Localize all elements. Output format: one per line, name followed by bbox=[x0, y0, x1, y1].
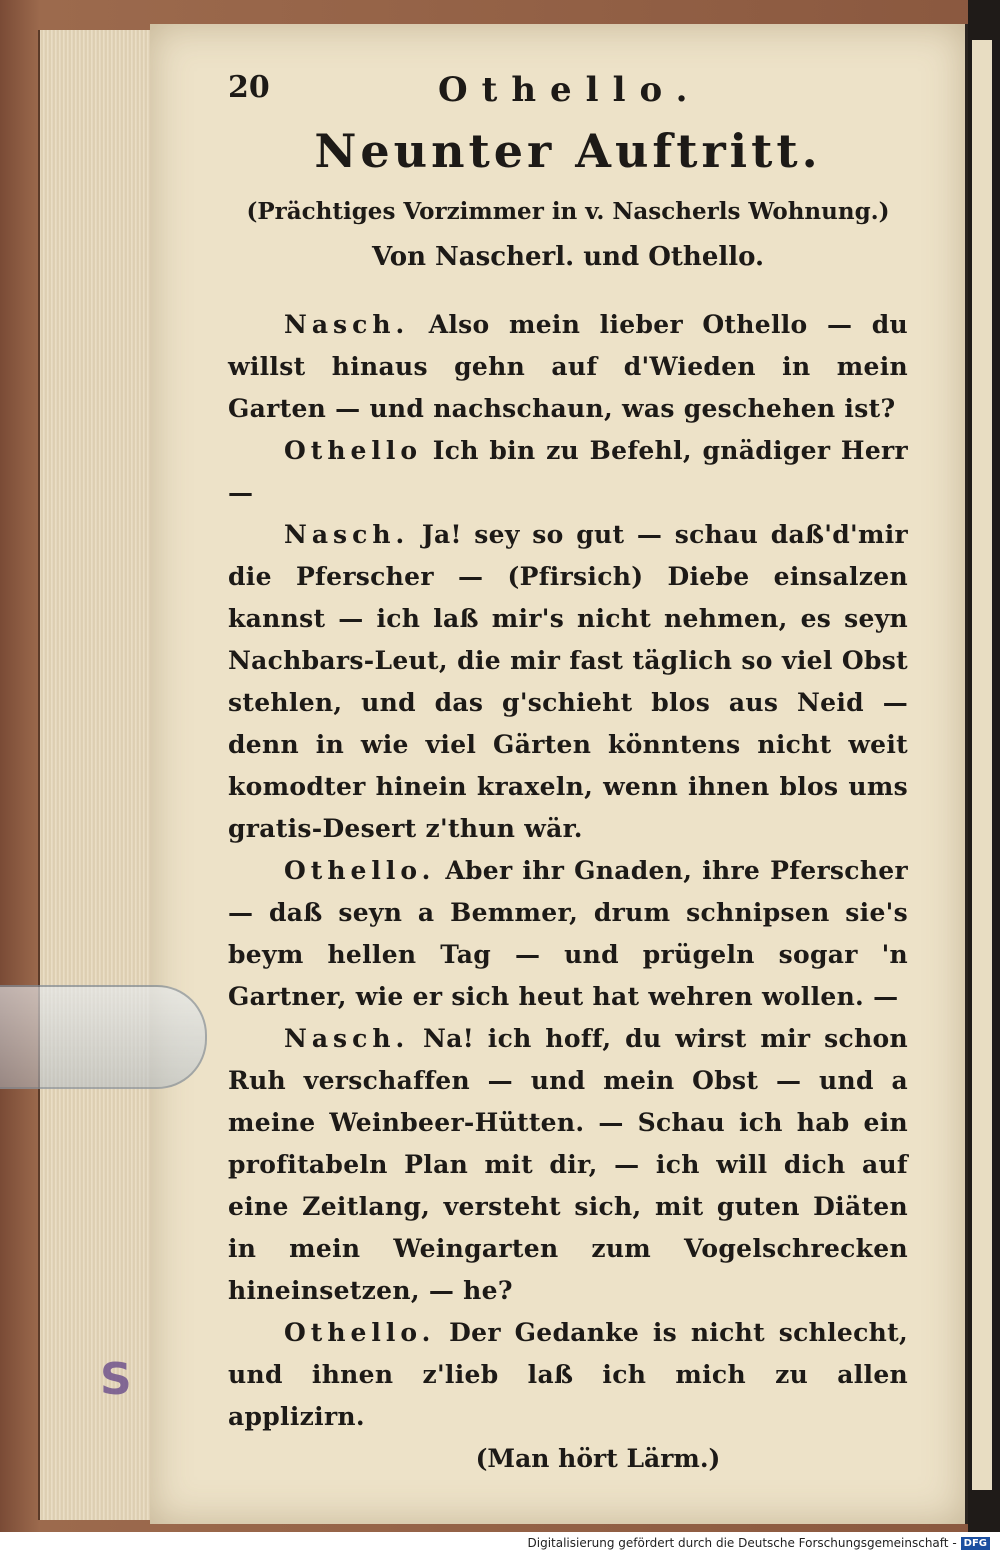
stage-direction: (Man hört Lärm.) bbox=[475, 1444, 721, 1473]
dialogue-text: Aber ihr Gnaden, ihre Pferscher — daß seyn a Bemmer, drum schnipsen sie's beym hellen Tag — und prügeln sogar 'n Gartner, wie er sich heut hat wehren wollen. — bbox=[228, 856, 908, 1011]
speaker-name: Othello. bbox=[284, 1318, 436, 1347]
page-number: 20 bbox=[228, 70, 270, 105]
library-stamp: S bbox=[100, 1354, 132, 1405]
dialogue-paragraph bbox=[228, 1018, 908, 1312]
dialogue-paragraph bbox=[228, 1312, 908, 1438]
book-page-edges bbox=[38, 30, 160, 1520]
speaker-name: Othello bbox=[284, 436, 423, 465]
footer-bar bbox=[0, 1532, 1000, 1554]
dialogue-paragraph bbox=[228, 514, 908, 850]
speaker-name: Nasch. bbox=[284, 520, 410, 549]
dialogue-text: Ich bin zu Befehl, gnädiger Herr — bbox=[228, 436, 908, 507]
page-text bbox=[228, 70, 908, 1480]
dialogue-text: Also mein lieber Othello — du willst hinaus gehn auf d'Wieden in mein Garten — und nachschaun, was geschehen ist? bbox=[228, 310, 908, 423]
running-title: Othello. bbox=[438, 70, 702, 110]
speaker-name: Othello. bbox=[284, 856, 436, 885]
dialogue-paragraph bbox=[228, 304, 908, 430]
characters-line: Von Nascherl. und Othello. bbox=[371, 242, 765, 272]
stage-setting: (Prächtiges Vorzimmer in v. Nascherls Wohnung.) bbox=[246, 198, 890, 225]
dialogue-paragraph bbox=[228, 430, 908, 514]
footer-credit: Digitalisierung gefördert durch die Deutsche Forschungsgemeinschaft - bbox=[527, 1536, 957, 1550]
dialogue-text: Der Gedanke is nicht schlecht, und ihnen z'lieb laß ich mich zu allen applizirn. bbox=[228, 1318, 908, 1431]
dialogue-paragraph bbox=[228, 850, 908, 1018]
scene-title: Neunter Auftritt. bbox=[314, 124, 822, 178]
page-header bbox=[228, 70, 908, 124]
dialogue-text: Na! ich hoff, du wirst mir schon Ruh verschaffen — und mein Obst — und a meine Weinbeer-Hütten. — Schau ich hab ein profitabeln Plan mit dir, — ich will dich auf eine Zeitlang, versteht sich, mit guten Diäten in mein Weingarten zum Vogelschrecken hineinsetzen, — he? bbox=[228, 1024, 908, 1305]
dfg-logo-icon: DFG bbox=[961, 1537, 990, 1550]
speaker-name: Nasch. bbox=[284, 310, 410, 339]
page-holder-clip bbox=[0, 985, 207, 1089]
next-page-edge bbox=[972, 40, 992, 1490]
speaker-name: Nasch. bbox=[284, 1024, 410, 1053]
dialogue-text: Ja! sey so gut — schau daß'd'mir die Pferscher — (Pfirsich) Diebe einsalzen kannst — ich laß mir's nicht nehmen, es seyn Nachbars-Leut, die mir fast täglich so viel Obst stehlen, und das g'schieht blos aus Neid — denn in wie viel Gärten könntens nicht weit komodter hinein kraxeln, wenn ihnen blos ums gratis-Desert z'thun wär. bbox=[228, 520, 908, 843]
